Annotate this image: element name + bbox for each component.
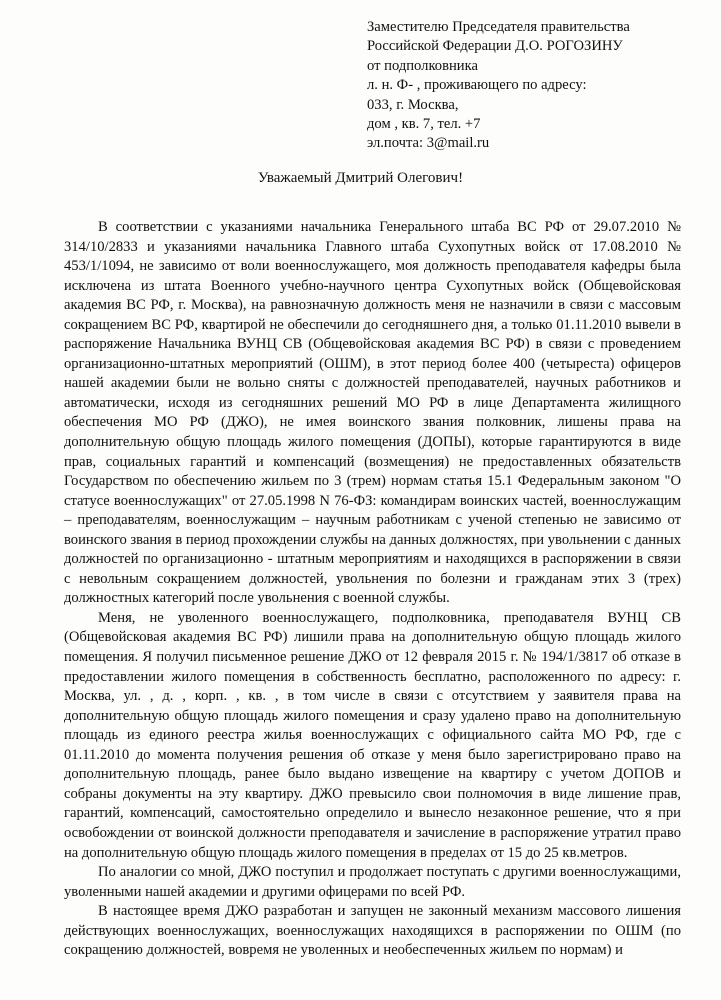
body-paragraph: В соответствии с указаниями начальника Генерального штаба ВС РФ от 29.07.2010 № 314/10/2833 и указаниями начальника Главного штаба Сухопутных войск от 17.08.2010 № 453/1/1094, не зависимо от воли военнослужащего, моя должность преподавателя кафедры была исключена из штата Военного учебно-научного центра Сухопутных войск (Общевойсковая академия ВС РФ, г. Москва), на равнозначную должность меня не назначили в связи с массовым сокращением ВС РФ, квартирой не обеспечили до сегодняшнего дня, а только 01.11.2010 вывели в распоряжение Начальника ВУНЦ СВ (Общевойсковая академия ВС РФ) в связи с проведением организационно-штатных мероприятий (ОШМ), в этот период более 400 (четыреста) офицеров нашей академии были не вольно сняты с должностей преподавателей, научных работников и автоматически, исходя из сегодняшних решений МО РФ в лице Департамента жилищного обеспечения МО РФ (ДЖО), не имея воинского звания полковник, лишены права на дополнительную общую площадь жилого помещения (ДОПЫ), которые гарантируются в виде прав, социальных гарантий и компенсаций (возмещения) не предоставленных обязательств Государством по обеспечению жильем по 3 (трем) нормам статья 15.1 Федеральным законом "О статусе военнослужащих" от 27.05.1998 N 76-ФЗ: командирам воинских частей, военнослужащим – преподавателям, военнослужащим – научным работникам с ученой степенью не зависимо от воинского звания в период прохождении службы на данных должностях, при увольнении с данных должностей по организационно - штатным мероприятиям и находящихся в распоряжении в связи с невольным сокращением должностей, увольнения по болезни и гражданам этих 3 (трех) должностных категорий после увольнения с военной службы. xyxy=(64,219,681,607)
addressee-line: л. н. Ф- , проживающего по адресу: xyxy=(367,77,587,94)
addressee-line: Российской Федерации Д.О. РОГОЗИНУ xyxy=(367,38,623,55)
addressee-line: эл.почта: 3@mail.ru xyxy=(367,135,490,152)
body-paragraph: Меня, не уволенного военнослужащего, подполковника, преподавателя ВУНЦ СВ (Общевойсковая академия ВС РФ) лишили права на дополнительную общую площадь жилого помещения. Я получил письменное решение ДЖО от 12 февраля 2015 г. № 194/1/3817 об отказе в предоставлении жилого помещения в собственность бесплатно, расположенного по адресу: г. Москва, ул. , д. , корп. , кв. , в том числе в связи с отсутствием у заявителя права на дополнительную общую площадь жилого помещения и сразу удалено право на дополнительную площадь из единого реестра жилья военнослужащих с официального сайта МО РФ, где с 01.11.2010 до момента получения решения об отказе у меня было зарегистрировано право на дополнительную площадь, ранее было выдано извещение на квартиру с учетом ДОПОВ и собраны документы на эту квартиру. ДЖО превысило свои полномочия в виде лишение прав, гарантий, компенсаций, самостоятельно определило и вынесло незаконное решение, что я при освобождении от воинской должности преподавателя и зачисление в распоряжение утратил право на дополнительную общую площадь жилого помещения в пределах от 15 до 25 кв.метров. xyxy=(64,609,681,861)
addressee-line: от подполковника xyxy=(367,57,478,74)
letter-body xyxy=(64,218,681,961)
salutation: Уважаемый Дмитрий Олегович! xyxy=(257,170,464,186)
addressee-line: дом , кв. 7, тел. +7 xyxy=(367,116,481,133)
body-paragraph: В настоящее время ДЖО разработан и запущен не законный механизм массового лишения действующих военнослужащих, военнослужащих находящихся в распоряжении по ОШМ (по сокращению должностей, вовремя не уволенных и необеспеченных жильем по нормам) и xyxy=(64,903,681,959)
body-paragraph: По аналогии со мной, ДЖО поступил и продолжает поступать с другими военнослужащими, уволенными нашей академии и другими офицерами по всей РФ. xyxy=(64,864,681,900)
addressee-block xyxy=(367,18,712,154)
addressee-line: Заместителю Председателя правительства xyxy=(367,19,630,35)
addressee-line: 033, г. Москва, xyxy=(367,96,459,113)
